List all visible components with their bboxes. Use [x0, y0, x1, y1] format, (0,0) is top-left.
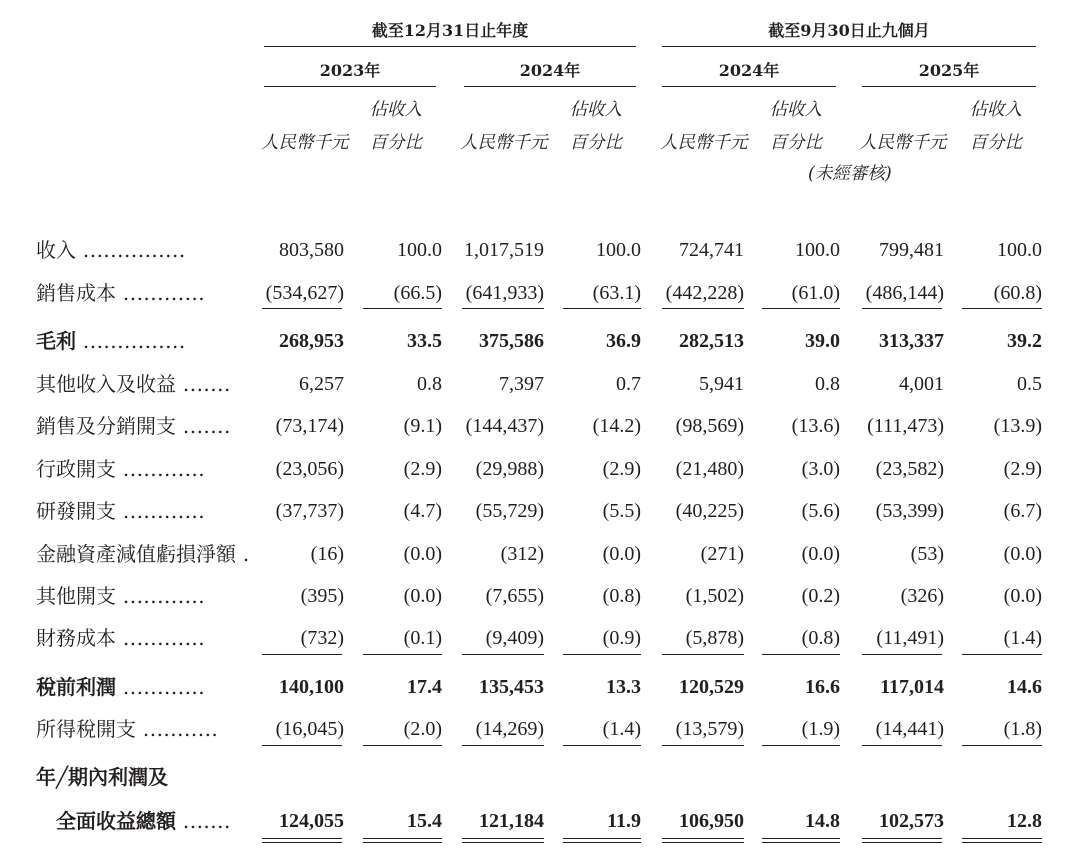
cell-value: (1.4) — [1003, 627, 1042, 649]
row-label-text: 金融資產減值虧損淨額 — [36, 542, 236, 566]
cell-value: 39.2 — [1007, 330, 1042, 352]
row-label-text: 銷售及分銷開支 — [36, 414, 176, 438]
subtotal-rule — [662, 308, 744, 309]
cell-value: 15.4 — [407, 810, 442, 832]
subtotal-rule — [363, 745, 442, 746]
cell-value: (40,225) — [675, 500, 744, 522]
year-header: 2024年 — [718, 61, 780, 80]
cell-value: (111,473) — [867, 415, 944, 437]
unit-pct-line1: 佔收入 — [769, 100, 822, 120]
cell-value: (37,737) — [275, 500, 344, 522]
cell-value: (73,174) — [275, 415, 344, 437]
cell-value: 100.0 — [795, 239, 840, 261]
subtotal-rule — [862, 745, 942, 746]
cell-value: (0.1) — [403, 627, 442, 649]
cell-value: (9.1) — [403, 415, 442, 437]
row-label — [56, 808, 238, 834]
cell-value: (14,441) — [875, 718, 944, 740]
subtotal-rule — [462, 308, 544, 309]
cell-value: (2.9) — [1003, 458, 1042, 480]
total-double-rule — [262, 838, 342, 839]
row-label — [36, 280, 240, 306]
row-label-text: 稅前利潤 — [36, 675, 116, 699]
cell-value: (16) — [310, 543, 344, 565]
total-double-rule — [662, 842, 744, 843]
cell-value: (23,056) — [275, 458, 344, 480]
cell-value: 5,941 — [699, 373, 744, 395]
row-label — [36, 371, 240, 397]
cell-value: 268,953 — [279, 330, 344, 352]
cell-value: 39.0 — [805, 330, 840, 352]
leader-dots: ............... — [76, 329, 186, 353]
cell-value: (395) — [300, 585, 344, 607]
row-label — [36, 498, 240, 524]
subtotal-rule — [363, 654, 442, 655]
unit-pct-line1: 佔收入 — [369, 100, 422, 120]
subtotal-rule — [762, 308, 840, 309]
cell-value: (0.0) — [602, 543, 641, 565]
cell-value: (55,729) — [475, 500, 544, 522]
cell-value: (5,878) — [685, 627, 744, 649]
cell-value: (2.9) — [602, 458, 641, 480]
cell-value: (0.0) — [1003, 585, 1042, 607]
leader-dots: ....... — [176, 414, 231, 438]
row-label — [36, 237, 240, 263]
cell-value: 33.5 — [407, 330, 442, 352]
cell-value: 6,257 — [299, 373, 344, 395]
header-year-ended: 截至12月31日止年度 — [371, 21, 529, 40]
cell-value: (9,409) — [485, 627, 544, 649]
year-rule — [264, 86, 436, 87]
cell-value: 117,014 — [880, 676, 944, 698]
cell-value: 106,950 — [679, 810, 744, 832]
row-label — [36, 456, 240, 482]
unit-pct-line2: 百分比 — [569, 133, 622, 153]
row-label-text: 年╱期內利潤及 — [36, 765, 169, 789]
cell-value: 0.5 — [1017, 373, 1042, 395]
cell-value: (61.0) — [791, 282, 840, 304]
row-label — [36, 328, 240, 354]
unit-rmb: 人民幣千元 — [460, 133, 548, 153]
cell-value: 100.0 — [397, 239, 442, 261]
row-label — [36, 413, 240, 439]
total-double-rule — [563, 842, 641, 843]
total-double-rule — [962, 838, 1042, 839]
cell-value: (14.2) — [592, 415, 641, 437]
row-label-text: 其他開支 — [36, 584, 116, 608]
subtotal-rule — [962, 308, 1042, 309]
row-label — [36, 583, 240, 609]
cell-value: 121,184 — [479, 810, 544, 832]
cell-value: (0.0) — [403, 585, 442, 607]
cell-value: (53,399) — [875, 500, 944, 522]
subtotal-rule — [563, 654, 641, 655]
year-rule — [464, 86, 636, 87]
cell-value: (0.0) — [403, 543, 442, 565]
unit-pct-line2: 百分比 — [769, 133, 822, 153]
total-double-rule — [662, 838, 744, 839]
subtotal-rule — [462, 654, 544, 655]
cell-value: 11.9 — [607, 810, 641, 832]
unit-pct-line2: 百分比 — [369, 133, 422, 153]
header-nine-months: 截至9月30日止九個月 — [768, 21, 930, 40]
cell-value: (486,144) — [865, 282, 944, 304]
year-header: 2024年 — [519, 61, 581, 80]
cell-value: (21,480) — [675, 458, 744, 480]
leader-dots: ........... — [136, 717, 219, 741]
cell-value: 0.7 — [616, 373, 641, 395]
year-rule — [662, 86, 836, 87]
row-label — [36, 716, 240, 742]
cell-value: 16.6 — [805, 676, 840, 698]
total-double-rule — [363, 842, 442, 843]
row-label — [36, 541, 250, 567]
cell-value: (1,502) — [685, 585, 744, 607]
leader-dots: ....... — [176, 372, 231, 396]
subtotal-rule — [462, 745, 544, 746]
total-double-rule — [962, 842, 1042, 843]
subtotal-rule — [962, 745, 1042, 746]
total-double-rule — [363, 838, 442, 839]
subtotal-rule — [662, 745, 744, 746]
subtotal-rule — [563, 745, 641, 746]
total-double-rule — [563, 838, 641, 839]
row-label-text: 其他收入及收益 — [36, 372, 176, 396]
cell-value: (5.5) — [602, 500, 641, 522]
total-double-rule — [262, 842, 342, 843]
cell-value: (326) — [900, 585, 944, 607]
row-label — [36, 764, 240, 790]
cell-value: (4.7) — [403, 500, 442, 522]
cell-value: (3.0) — [801, 458, 840, 480]
row-label-text: 收入 — [36, 238, 76, 262]
cell-value: (23,582) — [875, 458, 944, 480]
subtotal-rule — [563, 308, 641, 309]
subtotal-rule — [363, 308, 442, 309]
row-label — [36, 625, 240, 651]
cell-value: 14.8 — [805, 810, 840, 832]
row-label-text: 研發開支 — [36, 499, 116, 523]
cell-value: (29,988) — [475, 458, 544, 480]
cell-value: (271) — [700, 543, 744, 565]
leader-dots: ............ — [116, 675, 206, 699]
total-double-rule — [862, 838, 942, 839]
cell-value: 36.9 — [606, 330, 641, 352]
leader-dots: ............... — [76, 238, 186, 262]
subtotal-rule — [862, 308, 942, 309]
cell-value: (1.4) — [602, 718, 641, 740]
cell-value: (14,269) — [475, 718, 544, 740]
unit-rmb: 人民幣千元 — [859, 133, 947, 153]
row-label-text: 銷售成本 — [36, 281, 116, 305]
leader-dots: . — [236, 542, 250, 566]
unit-pct-line2: 百分比 — [969, 133, 1022, 153]
cell-value: (534,627) — [265, 282, 344, 304]
cell-value: (11,491) — [876, 627, 944, 649]
cell-value: (7,655) — [485, 585, 544, 607]
cell-value: 140,100 — [279, 676, 344, 698]
subtotal-rule — [662, 654, 744, 655]
cell-value: 313,337 — [879, 330, 944, 352]
leader-dots: ....... — [176, 809, 231, 833]
leader-dots: ............ — [116, 457, 206, 481]
subtotal-rule — [262, 654, 342, 655]
cell-value: 7,397 — [499, 373, 544, 395]
header-rule — [264, 46, 636, 47]
cell-value: (0.0) — [1003, 543, 1042, 565]
cell-value: 0.8 — [815, 373, 840, 395]
unit-rmb: 人民幣千元 — [660, 133, 748, 153]
row-label-text: 財務成本 — [36, 626, 116, 650]
unit-pct-line1: 佔收入 — [569, 100, 622, 120]
total-double-rule — [862, 842, 942, 843]
row-label-text: 全面收益總額 — [56, 809, 176, 833]
cell-value: (2.9) — [403, 458, 442, 480]
unit-rmb: 人民幣千元 — [261, 133, 349, 153]
cell-value: (0.2) — [801, 585, 840, 607]
subtotal-rule — [962, 654, 1042, 655]
cell-value: 0.8 — [417, 373, 442, 395]
leader-dots: ............ — [116, 626, 206, 650]
total-double-rule — [462, 842, 544, 843]
unit-unaudited: (未經審核) — [808, 164, 892, 184]
total-double-rule — [462, 838, 544, 839]
cell-value: 100.0 — [997, 239, 1042, 261]
cell-value: (1.9) — [801, 718, 840, 740]
subtotal-rule — [262, 745, 342, 746]
cell-value: (442,228) — [665, 282, 744, 304]
leader-dots: ............ — [116, 281, 206, 305]
cell-value: (53) — [910, 543, 944, 565]
cell-value: (641,933) — [465, 282, 544, 304]
cell-value: 13.3 — [606, 676, 641, 698]
cell-value: (66.5) — [393, 282, 442, 304]
cell-value: (13.9) — [993, 415, 1042, 437]
cell-value: 12.8 — [1007, 810, 1042, 832]
year-header: 2025年 — [918, 61, 980, 80]
cell-value: (16,045) — [275, 718, 344, 740]
row-label-text: 所得稅開支 — [36, 717, 136, 741]
cell-value: 100.0 — [596, 239, 641, 261]
cell-value: 17.4 — [407, 676, 442, 698]
cell-value: 799,481 — [879, 239, 944, 261]
cell-value: (1.8) — [1003, 718, 1042, 740]
cell-value: 282,513 — [679, 330, 744, 352]
cell-value: (312) — [500, 543, 544, 565]
cell-value: 375,586 — [479, 330, 544, 352]
total-double-rule — [762, 838, 840, 839]
cell-value: 724,741 — [679, 239, 744, 261]
cell-value: (144,437) — [465, 415, 544, 437]
row-label — [36, 674, 240, 700]
cell-value: (732) — [300, 627, 344, 649]
cell-value: 14.6 — [1007, 676, 1042, 698]
cell-value: (98,569) — [675, 415, 744, 437]
cell-value: 803,580 — [279, 239, 344, 261]
subtotal-rule — [762, 745, 840, 746]
cell-value: (0.0) — [801, 543, 840, 565]
subtotal-rule — [862, 654, 942, 655]
year-header: 2023年 — [319, 61, 381, 80]
row-label-text: 行政開支 — [36, 457, 116, 481]
cell-value: 124,055 — [279, 810, 344, 832]
cell-value: 102,573 — [879, 810, 944, 832]
total-double-rule — [762, 842, 840, 843]
cell-value: (60.8) — [993, 282, 1042, 304]
year-rule — [862, 86, 1036, 87]
cell-value: 120,529 — [679, 676, 744, 698]
cell-value: 1,017,519 — [464, 239, 544, 261]
cell-value: (0.8) — [801, 627, 840, 649]
cell-value: (0.8) — [602, 585, 641, 607]
cell-value: 4,001 — [899, 373, 944, 395]
leader-dots: ............ — [116, 584, 206, 608]
cell-value: (63.1) — [592, 282, 641, 304]
header-rule — [662, 46, 1036, 47]
cell-value: (6.7) — [1003, 500, 1042, 522]
cell-value: 135,453 — [479, 676, 544, 698]
row-label-text: 毛利 — [36, 329, 76, 353]
cell-value: (13.6) — [791, 415, 840, 437]
subtotal-rule — [762, 654, 840, 655]
cell-value: (5.6) — [801, 500, 840, 522]
cell-value: (2.0) — [403, 718, 442, 740]
cell-value: (0.9) — [602, 627, 641, 649]
leader-dots: ............ — [116, 499, 206, 523]
subtotal-rule — [262, 308, 342, 309]
cell-value: (13,579) — [675, 718, 744, 740]
unit-pct-line1: 佔收入 — [969, 100, 1022, 120]
